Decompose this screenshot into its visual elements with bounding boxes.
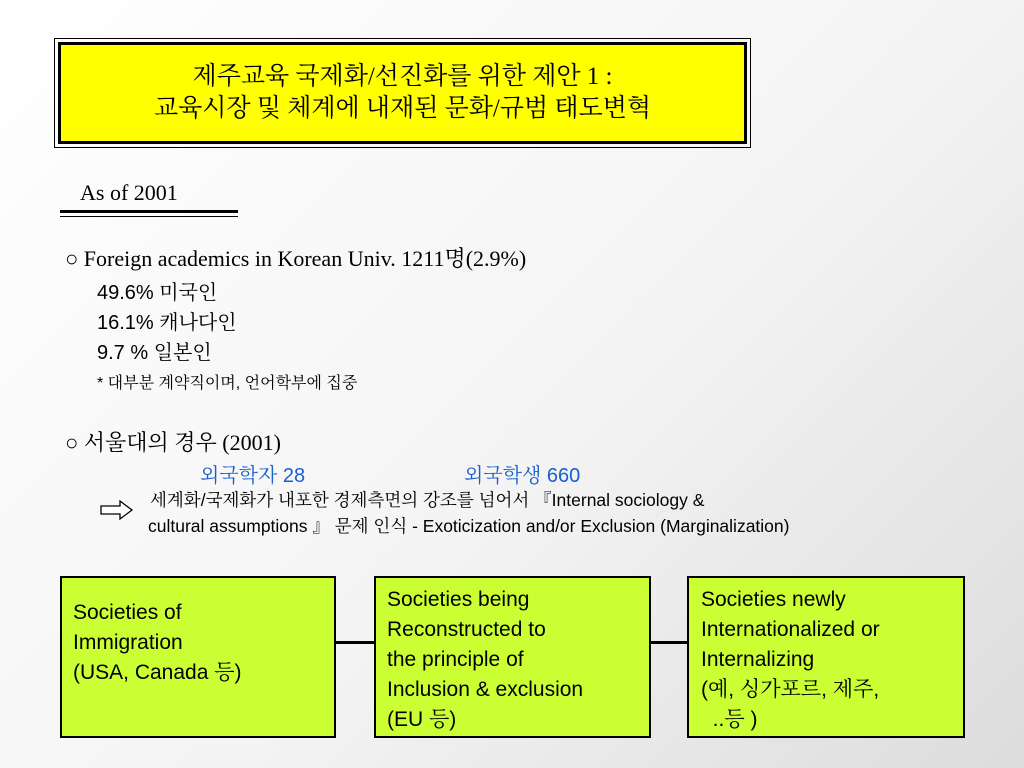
stat-japan: 9.7 % 일본인 [97,342,212,364]
box-3-line: (예, 싱가포르, 제주, [701,678,880,701]
foreign-academics-bullet: ○ Foreign academics in Korean Univ. 1211명(2.9%) [65,246,527,271]
box-3-line: Internationalized or [701,618,880,641]
as-of-underline [60,210,238,213]
stat-usa: 49.6% 미국인 [97,282,218,304]
reconstructed-societies-box [374,576,651,738]
as-of-label: As of 2001 [80,180,178,205]
connector-1-2 [334,641,376,644]
foreign-students-count: 외국학생 660 [464,465,581,487]
box-2-line: (EU 등) [387,708,457,731]
box-3-line: ..등 ) [701,708,758,731]
conclusion-line-2: cultural assumptions 』 문제 인식 - Exoticization and/or Exclusion (Marginalization) [148,516,790,536]
box-2-line: Inclusion & exclusion [387,678,584,701]
box-2-line: Reconstructed to [387,618,546,641]
stat-canada: 16.1% 캐나다인 [97,312,237,334]
box-2-line: the principle of [387,648,524,671]
title-line-2: 교육시장 및 체계에 내재된 문화/규범 태도변혁 [153,95,652,122]
snu-bullet: ○ 서울대의 경우 (2001) [65,430,281,455]
box-1-line: Societies of [73,601,182,624]
box-3-line: Societies newly [701,588,846,611]
contract-note: * 대부분 계약직이며, 언어학부에 집중 [97,375,358,392]
box-2-line: Societies being [387,588,530,611]
internationalized-societies-box [687,576,965,738]
connector-2-3 [649,641,689,644]
box-1-line: (USA, Canada 등) [73,661,242,684]
title-box [58,42,747,144]
right-arrow-icon [100,499,134,521]
conclusion-line-1: 세계화/국제화가 내포한 경제측면의 강조를 넘어서 『Internal sociology & [150,490,705,510]
immigration-societies-box [60,576,336,738]
box-3-line: Internalizing [701,648,815,671]
foreign-faculty-count: 외국학자 28 [200,465,306,487]
title-line-1: 제주교육 국제화/선진화를 위한 제안 1 : [192,63,613,90]
box-1-line: Immigration [73,631,183,654]
as-of-underline-thin [60,216,238,217]
